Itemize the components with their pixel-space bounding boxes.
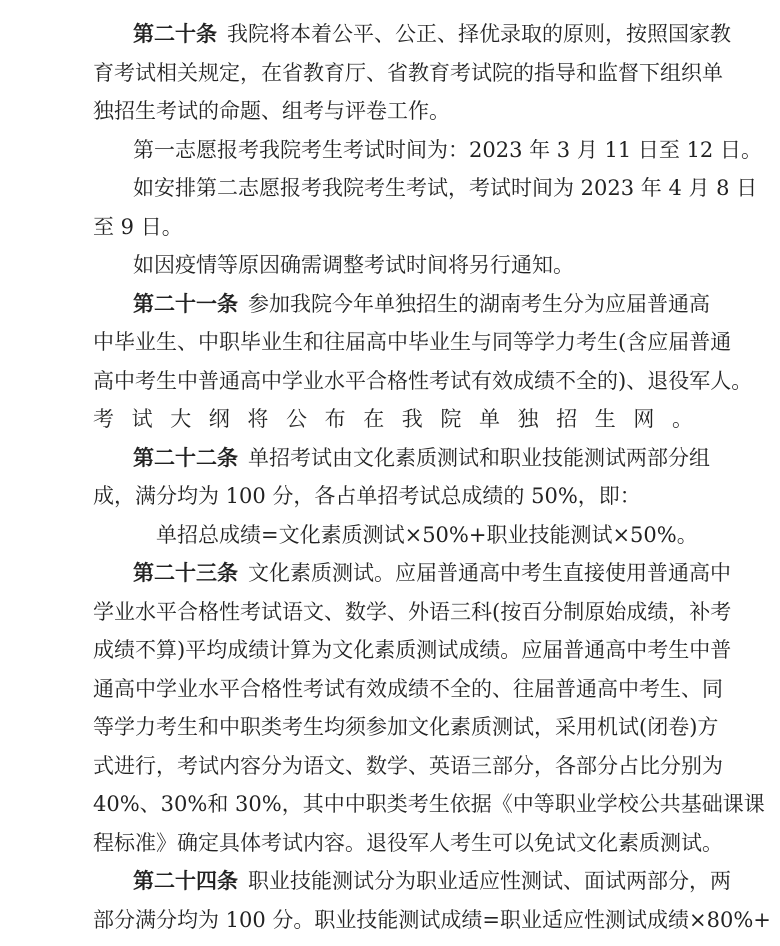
article-paragraph bbox=[93, 285, 753, 439]
paragraph bbox=[93, 246, 693, 285]
line-text: 职业技能测试分为职业适应性测试、面试两部分，两 bbox=[248, 869, 731, 893]
text-line bbox=[93, 439, 710, 478]
text-line bbox=[93, 285, 710, 324]
article-heading: 第二十二条 bbox=[133, 444, 238, 470]
line-text: 高中考生中普通高中学业水平合格性考试有效成绩不全的)、退役军人。 bbox=[93, 368, 753, 393]
text-line bbox=[93, 747, 723, 786]
text-line bbox=[93, 708, 719, 747]
article-paragraph bbox=[93, 15, 731, 131]
line-text: 成绩不算)平均成绩计算为文化素质测试成绩。应届普通高中考生中普 bbox=[93, 638, 732, 662]
text-line bbox=[93, 862, 731, 901]
line-text: 至 9 日。 bbox=[93, 214, 183, 239]
line-text: 通高中学业水平合格性考试有效成绩不全的、往届普通高中考生、同 bbox=[93, 676, 723, 701]
line-text: 学业水平合格性考试语文、数学、外语三科(按百分制原始成绩，补考 bbox=[93, 599, 732, 624]
line-text: 等学力考生和中职类考生均须参加文化素质测试，采用机试(闭卷)方 bbox=[93, 715, 719, 739]
article-heading: 第二十四条 bbox=[133, 868, 238, 893]
text-line bbox=[93, 169, 758, 208]
text-line bbox=[93, 208, 693, 247]
text-line bbox=[93, 477, 693, 516]
text-line bbox=[93, 400, 693, 439]
article-heading: 第二十一条 bbox=[133, 290, 238, 316]
text-line bbox=[93, 323, 732, 362]
text-line bbox=[93, 670, 723, 709]
text-line bbox=[93, 131, 762, 170]
text-line bbox=[93, 785, 765, 824]
line-text: 单招考试由文化素质测试和职业技能测试两部分组 bbox=[248, 445, 710, 470]
line-text: 中毕业生、中职毕业生和往届高中毕业生与同等学力考生(含应届普通 bbox=[93, 330, 732, 354]
line-text: 育考试相关规定，在省教育厅、省教育考试院的指导和监督下组织单 bbox=[93, 60, 723, 85]
line-text: 考试大纲将公布在我院单独招生网。 bbox=[93, 407, 693, 431]
text-line bbox=[93, 362, 753, 401]
text-line bbox=[93, 246, 693, 285]
paragraph bbox=[93, 169, 758, 246]
line-text: 如安排第二志愿报考我院考生考试，考试时间为 2023 年 4 月 8 日 bbox=[133, 176, 758, 200]
text-line bbox=[93, 54, 723, 93]
text-line bbox=[93, 824, 723, 863]
text-line bbox=[93, 92, 693, 131]
text-line bbox=[93, 516, 698, 555]
paragraph bbox=[93, 131, 762, 170]
line-text: 40%、30%和 30%，其中中职类考生依据《中等职业学校公共基础课课 bbox=[93, 792, 765, 816]
text-line bbox=[93, 554, 731, 593]
line-text: 第一志愿报考我院考生考试时间为：2023 年 3 月 11 日至 12 日。 bbox=[133, 137, 762, 162]
line-text: 文化素质测试。应届普通高中考生直接使用普通高中 bbox=[248, 561, 731, 585]
text-line bbox=[93, 631, 732, 670]
line-text: 单招总成绩=文化素质测试×50%+职业技能测试×50%。 bbox=[156, 522, 698, 547]
article-heading: 第二十三条 bbox=[133, 560, 238, 585]
article-heading: 第二十条 bbox=[133, 21, 217, 46]
line-text: 成，满分均为 100 分，各占单招考试总成绩的 50%，即： bbox=[93, 484, 641, 508]
line-text: 如因疫情等原因确需调整考试时间将另行通知。 bbox=[133, 253, 574, 277]
article-paragraph bbox=[93, 439, 710, 516]
line-text: 程标准》确定具体考试内容。退役军人考生可以免试文化素质测试。 bbox=[93, 830, 723, 855]
text-line bbox=[93, 901, 771, 940]
line-text: 参加我院今年单独招生的湖南考生分为应届普通高 bbox=[248, 291, 710, 316]
article-paragraph bbox=[93, 862, 771, 939]
text-line bbox=[93, 15, 731, 54]
article-paragraph bbox=[93, 554, 765, 862]
paragraph bbox=[93, 516, 698, 555]
line-text: 独招生考试的命题、组考与评卷工作。 bbox=[93, 99, 450, 123]
line-text: 部分满分均为 100 分。职业技能测试成绩=职业适应性测试成绩×80%+ bbox=[93, 907, 771, 932]
line-text: 我院将本着公平、公正、择优录取的原则，按照国家教 bbox=[227, 22, 731, 46]
line-text: 式进行，考试内容分为语文、数学、英语三部分，各部分占比分别为 bbox=[93, 753, 723, 778]
document-body bbox=[93, 15, 771, 939]
text-line bbox=[93, 593, 732, 632]
